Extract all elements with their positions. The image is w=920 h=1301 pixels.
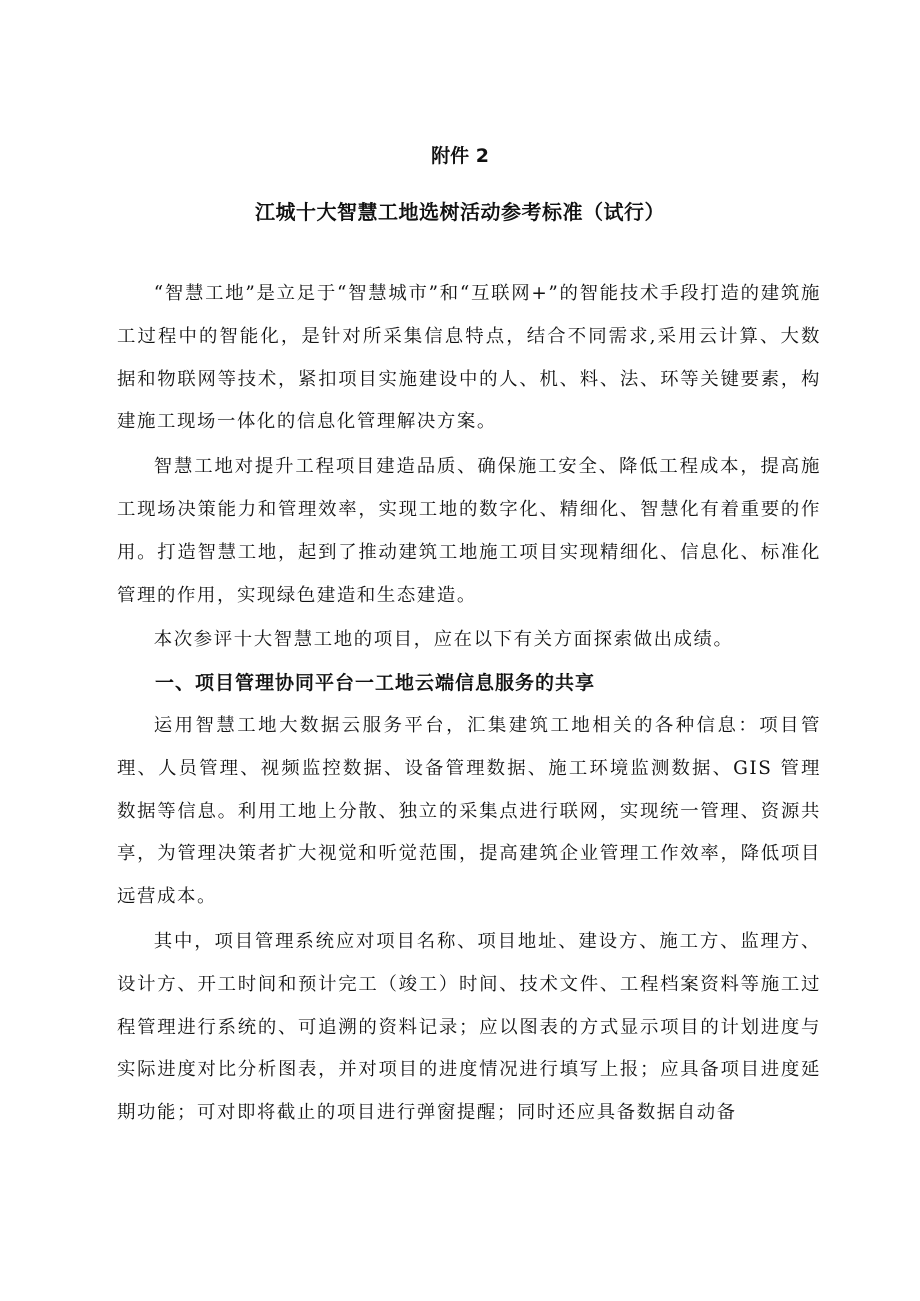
paragraph-project-management: 其中，项目管理系统应对项目名称、项目地址、建设方、施工方、监理方、设计方、开工时间和预计完工（竣工）时间、技术文件、工程档案资料等施工过程管理进行系统的、可追溯的资料记录；应以图表的方式显示项目的计划进度与实际进度对比分析图表，并对项目的进度情况进行填写上报；应具备项目进度延期功能；可对即将截止的项目进行弹窗提醒；同时还应具备数据自动备: [117, 930, 821, 1124]
section-heading-1: 一、项目管理协同平台一工地云端信息服务的共享: [155, 672, 596, 695]
document-body: [117, 273, 821, 1135]
paragraph-platform: 运用智慧工地大数据云服务平台，汇集建筑工地相关的各种信息：项目管理、人员管理、视频监控数据、设备管理数据、施工环境监测数据、GIS 管理数据等信息。利用工地上分散、独立的采集点进行联网，实现统一管理、资源共享，为管理决策者扩大视觉和听觉范围，提高建筑企业管理工作效率，降低项目远营成本。: [117, 714, 821, 908]
paragraph-scope: 本次参评十大智慧工地的项目，应在以下有关方面探索做出成绩。: [153, 629, 734, 651]
paragraph-significance: 智慧工地对提升工程项目建造品质、确保施工安全、降低工程成本，提高施工现场决策能力和管理效率，实现工地的数字化、精细化、智慧化有着重要的作用。打造智慧工地，起到了推动建筑工地施工项目实现精细化、信息化、标准化管理的作用，实现绿色建造和生态建造。: [117, 456, 821, 606]
document-title: 江城十大智慧工地选树活动参考标准（试行）: [255, 200, 665, 224]
attachment-label: 附件 2: [431, 145, 489, 167]
paragraph-intro: “智慧工地”是立足于“智慧城市”和“互联网+”的智能技术手段打造的建筑施工过程中的智能化，是针对所采集信息特点，结合不同需求,采用云计算、大数据和物联网等技术，紧扣项目实施建设中的人、机、料、法、环等关键要素，构建施工现场一体化的信息化管理解决方案。: [117, 283, 821, 433]
